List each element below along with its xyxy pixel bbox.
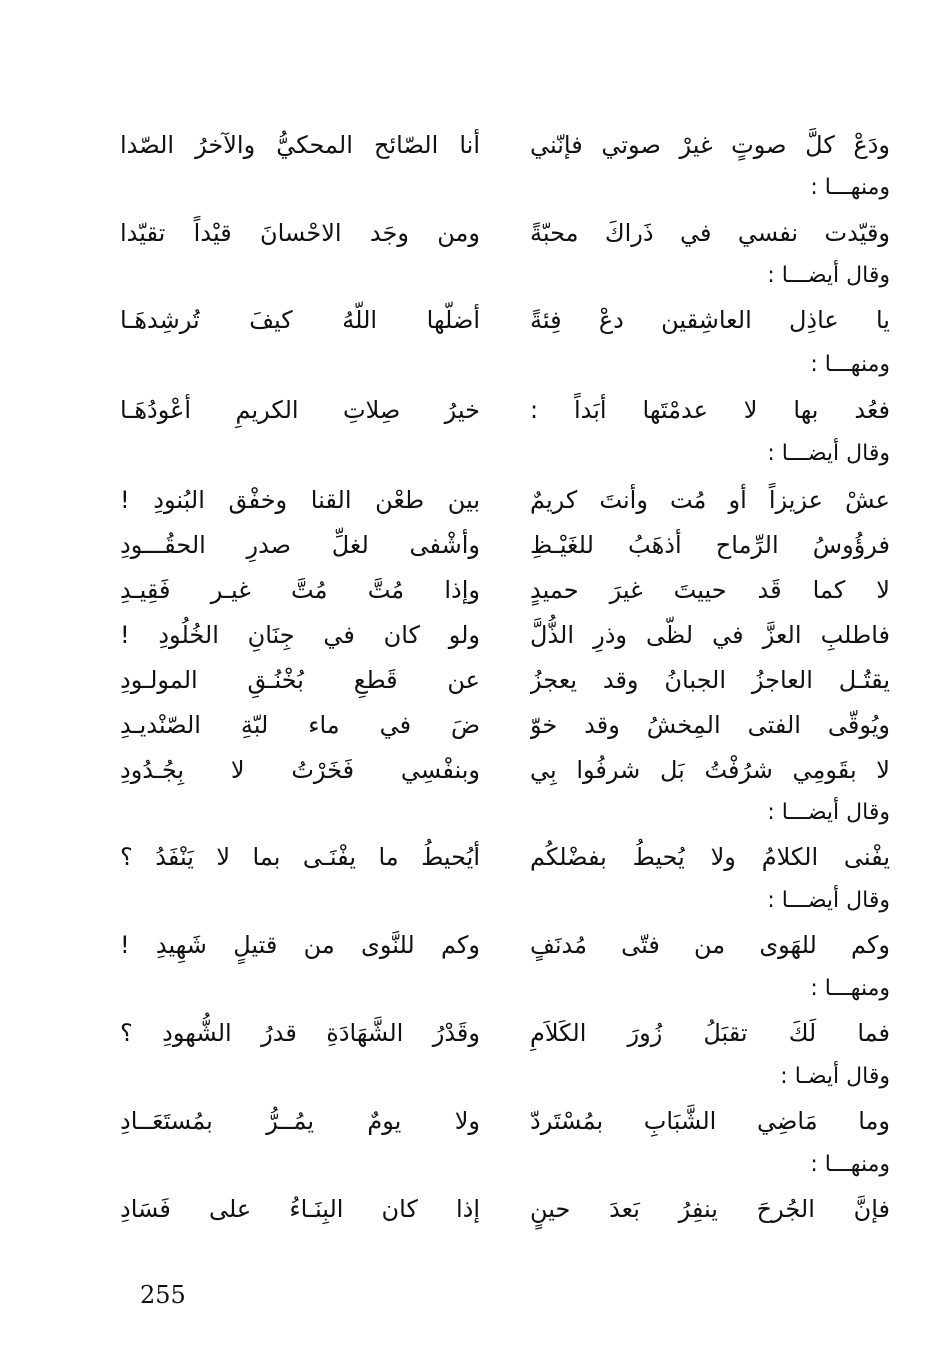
first-hemistich: وكم للهَوى من فتّى مُدنَفٍ: [530, 931, 890, 959]
verse-line-14: [110, 1010, 890, 1056]
section-label-text: وقال أيضـــا :: [767, 263, 890, 288]
section-label-1: [110, 165, 890, 211]
section-label-9: [110, 1142, 890, 1188]
second-hemistich: ولا يومٌ يمُــرُّ بمُستَعَــادِ: [120, 1107, 480, 1135]
section-label-3: [110, 342, 890, 388]
first-hemistich: يقتُـل العاجزُ الجبانُ وقد يعجزُ: [530, 666, 890, 694]
verse-line-7: [110, 567, 890, 613]
verse-line-2: [110, 210, 890, 256]
section-label-text: وقال أيضـــا :: [767, 888, 890, 913]
second-hemistich: وأشْفى لغلِّ صدرِ الحقُـــودِ: [120, 531, 480, 559]
verse-line-1: [110, 122, 890, 168]
verse-line-16: [110, 1186, 890, 1232]
first-hemistich: فعُد بها لا عدمْتَها أبَداً :: [530, 396, 890, 424]
first-hemistich: فرؤُوسُ الرِّماح أذهَبُ للغَيْـظِ: [530, 531, 890, 559]
first-hemistich: فإنَّ الجُرحَ ينفِرُ بَعدَ حينٍ: [530, 1195, 890, 1223]
verse-line-5: [110, 477, 890, 523]
verse-line-8: [110, 612, 890, 658]
first-hemistich: فاطلبِ العزَّ في لظّى وذرِ الذُّلَّ: [530, 621, 890, 649]
second-hemistich: ضَ في ماء لبّةِ الصّنْديـدِ: [120, 711, 480, 739]
second-hemistich: أنا الصّائح المحكيُّ والآخرُ الصّدا: [120, 131, 480, 159]
first-hemistich: عشْ عزيزاً أو مُت وأنتَ كريمٌ: [530, 486, 890, 514]
second-hemistich: ولو كان في جِنَانِ الخُلُودِ !: [120, 621, 480, 649]
verse-line-10: [110, 702, 890, 748]
section-label-text: ومنهـــا :: [810, 976, 890, 1001]
second-hemistich: أضلّها اللّهُ كيفَ تُرشِدهَـا: [120, 306, 480, 334]
second-hemistich: وكم للنَّوى من قتيلٍ شَهِيدِ !: [120, 931, 480, 959]
section-label-6: [110, 878, 890, 924]
verse-line-3: [110, 297, 890, 343]
first-hemistich: فما لَكَ تقبَلُ زُورَ الكَلاَمِ: [530, 1019, 890, 1047]
first-hemistich: يفْنى الكلامُ ولا يُحيطُ بفضْلكُم: [530, 843, 890, 871]
first-hemistich: ويُوقّى الفتى المِخشُ وقد خوّ: [530, 711, 890, 739]
second-hemistich: وقَدْرُ الشَّهَادَةِ قدرُ الشُّهودِ ؟: [120, 1019, 480, 1047]
second-hemistich: ومن وجَد الاحْسانَ قيْداً تقيّدا: [120, 219, 480, 247]
section-label-text: ومنهـــا :: [810, 352, 890, 377]
section-label-text: وقال أيضـــا :: [767, 800, 890, 825]
verse-line-9: [110, 657, 890, 703]
first-hemistich: وما مَاضِي الشَّبَابِ بمُسْتَردّ: [530, 1107, 890, 1135]
first-hemistich: لا كما قَد حييتَ غيرَ حميدٍ: [530, 576, 890, 604]
section-label-text: ومنهـــا :: [810, 1152, 890, 1177]
second-hemistich: بين طعْن القنا وخفْق البُنودِ !: [120, 486, 480, 514]
section-label-text: وقال أيضـا :: [780, 1064, 890, 1089]
section-label-text: ومنهـــا :: [810, 175, 890, 200]
section-label-2: [110, 253, 890, 299]
section-label-5: [110, 790, 890, 836]
section-label-4: [110, 431, 890, 477]
section-label-7: [110, 966, 890, 1012]
verse-line-11: [110, 747, 890, 793]
second-hemistich: إذا كان البِنَـاءُ على فَسَادِ: [120, 1195, 480, 1223]
page-number: 255: [140, 1281, 186, 1309]
section-label-8: [110, 1054, 890, 1100]
second-hemistich: خيرُ صِلاتِ الكريمِ أعْودُهَـا: [120, 396, 480, 424]
second-hemistich: عن قَطعِ بُخْنُـقِ المولـودِ: [120, 666, 480, 694]
first-hemistich: يا عاذِل العاشِقين دعْ فِئةً: [530, 306, 890, 334]
verse-line-12: [110, 834, 890, 880]
second-hemistich: وبنفْسِي فَخَرْتُ لا بِجُـدُودِ: [120, 756, 480, 784]
second-hemistich: وإذا مُتَّ مُتَّ غيـر فَقِيـدِ: [120, 576, 480, 604]
verse-line-6: [110, 522, 890, 568]
second-hemistich: أيُحيطُ ما يفْنَـى بما لا يَنْفَدُ ؟: [120, 843, 480, 871]
verse-line-15: [110, 1098, 890, 1144]
verse-line-4: [110, 387, 890, 433]
first-hemistich: وقيّدت نفسي في ذَراكَ محبّةً: [530, 219, 890, 247]
verse-line-13: [110, 922, 890, 968]
first-hemistich: لا بقَومِي شرُفْتُ بَل شرفُوا بِي: [530, 756, 890, 784]
section-label-text: وقال أيضـــا :: [767, 441, 890, 466]
first-hemistich: ودَعْ كلَّ صوتٍ غيرْ صوتي فإنّني: [530, 131, 890, 159]
